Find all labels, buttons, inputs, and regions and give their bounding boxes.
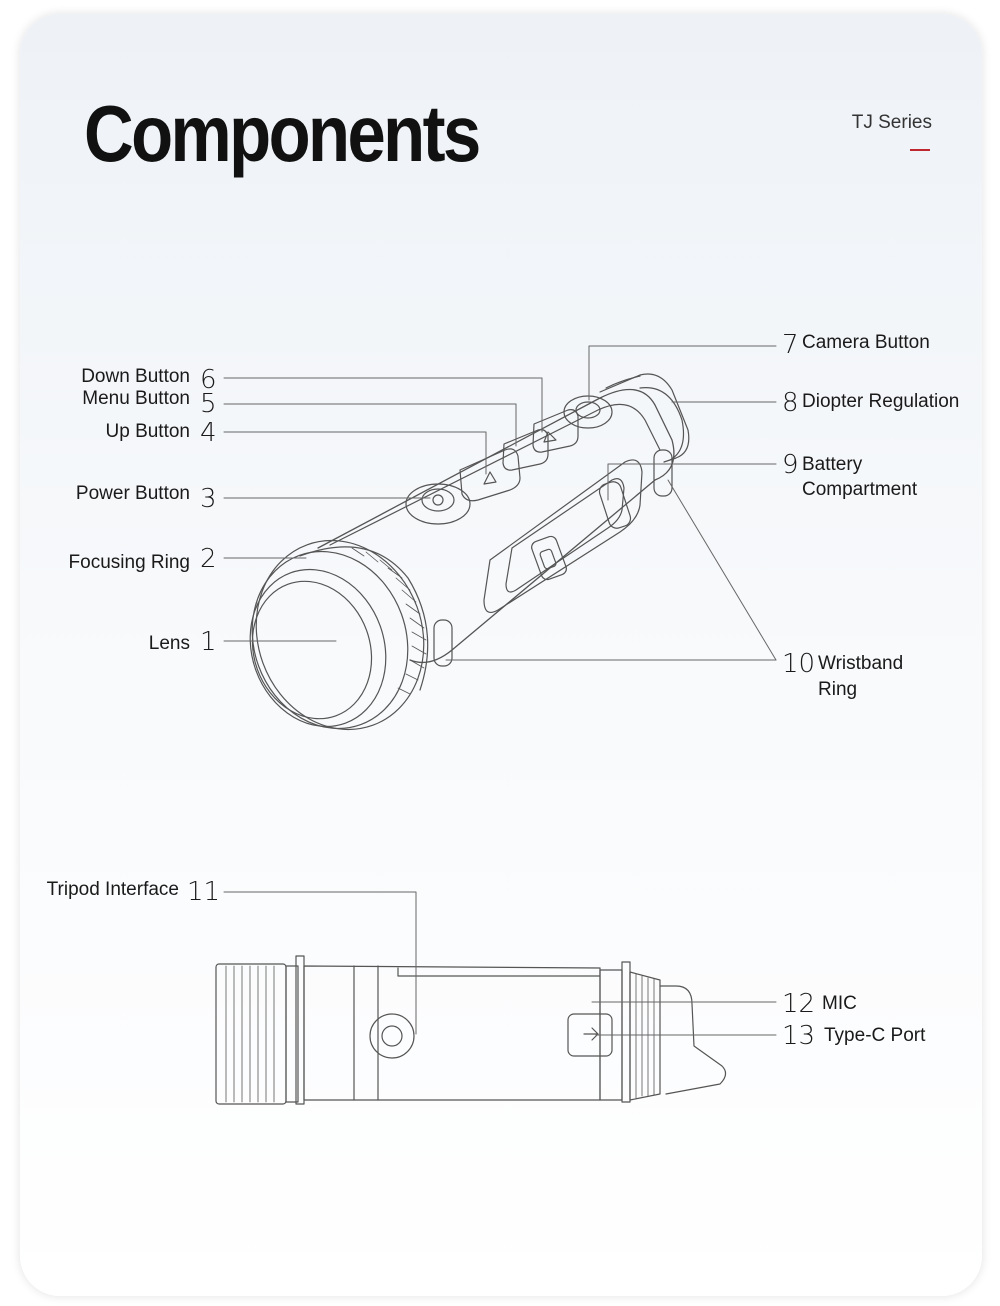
label-focusing-ring: Focusing Ring xyxy=(68,552,190,573)
number-10: 10 xyxy=(782,649,816,679)
label-tripod-interface: Tripod Interface xyxy=(46,879,179,900)
label-battery-compartment: Battery Compartment xyxy=(802,454,918,500)
number-3: 3 xyxy=(200,484,217,514)
series-label: TJ Series xyxy=(851,112,932,133)
monocular-side-view xyxy=(216,956,726,1104)
label-type-c-port: Type-C Port xyxy=(824,1025,926,1046)
number-7: 7 xyxy=(782,330,799,360)
label-diopter-regulation: Diopter Regulation xyxy=(802,391,960,412)
label-mic: MIC xyxy=(822,993,857,1014)
label-power-button: Power Button xyxy=(75,483,190,504)
monocular-angled-view xyxy=(228,374,689,753)
label-menu-button: Menu Button xyxy=(82,388,190,409)
label-lens: Lens xyxy=(148,633,190,654)
label-up-button: Up Button xyxy=(105,421,190,442)
number-2: 2 xyxy=(200,544,217,574)
number-11: 11 xyxy=(187,877,221,907)
number-6: 6 xyxy=(200,365,217,395)
number-5: 5 xyxy=(200,389,217,419)
label-wristband-ring: Wristband Ring xyxy=(818,653,904,700)
label-camera-button: Camera Button xyxy=(802,332,930,353)
number-4: 4 xyxy=(200,418,217,448)
number-9: 9 xyxy=(782,450,799,480)
page-title: Components xyxy=(84,89,479,178)
label-down-button: Down Button xyxy=(81,366,190,387)
number-8: 8 xyxy=(782,388,799,418)
number-1: 1 xyxy=(200,627,217,657)
number-13: 13 xyxy=(782,1021,816,1051)
number-12: 12 xyxy=(782,989,816,1019)
